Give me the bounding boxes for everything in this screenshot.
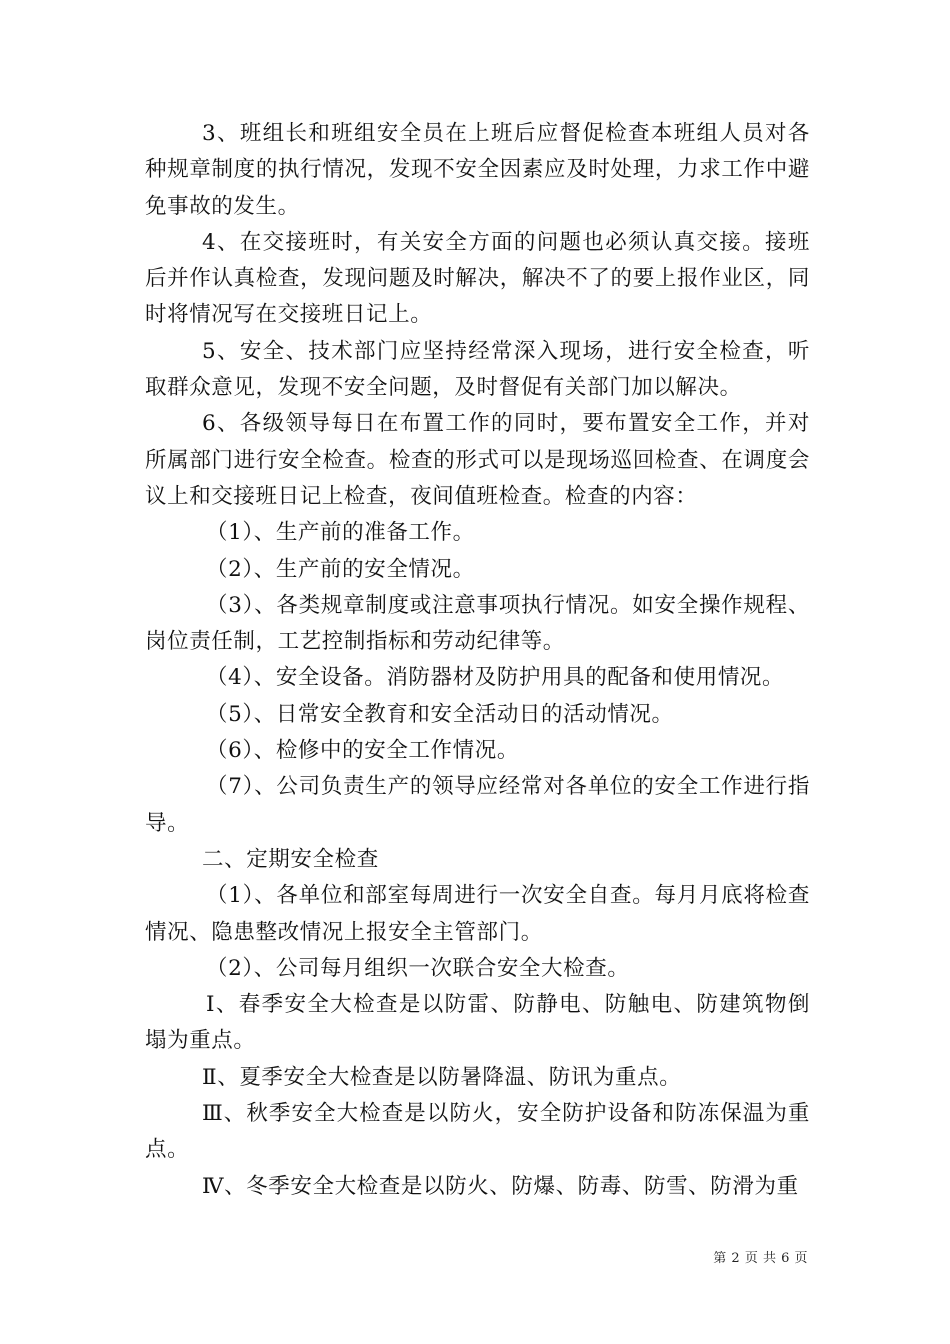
check-content-2: （2）、生产前的安全情况。 <box>206 556 475 582</box>
check-content-4: （4）、安全设备。消防器材及防护用具的配备和使用情况。 <box>206 665 785 691</box>
check-content-5: （5）、日常安全教育和安全活动日的活动情况。 <box>206 701 674 727</box>
periodic-check-1: （1）、各单位和部室每周进行一次安全自查。每月月底将检查情况、隐患整改情况上报安全主管部门。 <box>145 883 810 945</box>
paragraph-item-5: 5、安全、技术部门应坚持经常深入现场，进行安全检查，听取群众意见，发现不安全问题，及时督促有关部门加以解决。 <box>145 338 810 401</box>
season-check-summer: Ⅱ、夏季安全大检查是以防暑降温、防讯为重点。 <box>202 1064 682 1090</box>
check-content-6: （6）、检修中的安全工作情况。 <box>206 738 519 764</box>
season-check-autumn: Ⅲ、秋季安全大检查是以防火，安全防护设备和防冻保温为重点。 <box>145 1101 810 1163</box>
check-content-1: （1）、生产前的准备工作。 <box>206 520 475 546</box>
section-heading-periodic-check: 二、定期安全检查 <box>202 846 379 872</box>
season-check-spring: Ⅰ、春季安全大检查是以防雷、防静电、防触电、防建筑物倒塌为重点。 <box>145 992 810 1054</box>
season-check-winter: Ⅳ、冬季安全大检查是以防火、防爆、防毒、防雪、防滑为重 <box>202 1173 799 1199</box>
paragraph-item-4: 4、在交接班时，有关安全方面的问题也必须认真交接。接班后并作认真检查，发现问题及时解决，解决不了的要上报作业区，同时将情况写在交接班日记上。 <box>145 229 810 328</box>
paragraph-item-6: 6、各级领导每日在布置工作的同时，要布置安全工作，并对所属部门进行安全检查。检查的形式可以是现场巡回检查、在调度会议上和交接班日记上检查，夜间值班检查。检查的内容： <box>145 411 810 509</box>
page-number-footer: 第 2 页 共 6 页 <box>713 1251 808 1266</box>
check-content-7: （7）、公司负责生产的领导应经常对各单位的安全工作进行指导。 <box>145 774 810 836</box>
periodic-check-2: （2）、公司每月组织一次联合安全大检查。 <box>206 955 630 981</box>
check-content-3: （3）、各类规章制度或注意事项执行情况。如安全操作规程、岗位责任制，工艺控制指标和劳动纪律等。 <box>145 592 810 655</box>
paragraph-item-3: 3、班组长和班组安全员在上班后应督促检查本班组人员对各种规章制度的执行情况，发现不安全因素应及时处理，力求工作中避免事故的发生。 <box>145 121 810 219</box>
document-body <box>145 116 810 1205</box>
